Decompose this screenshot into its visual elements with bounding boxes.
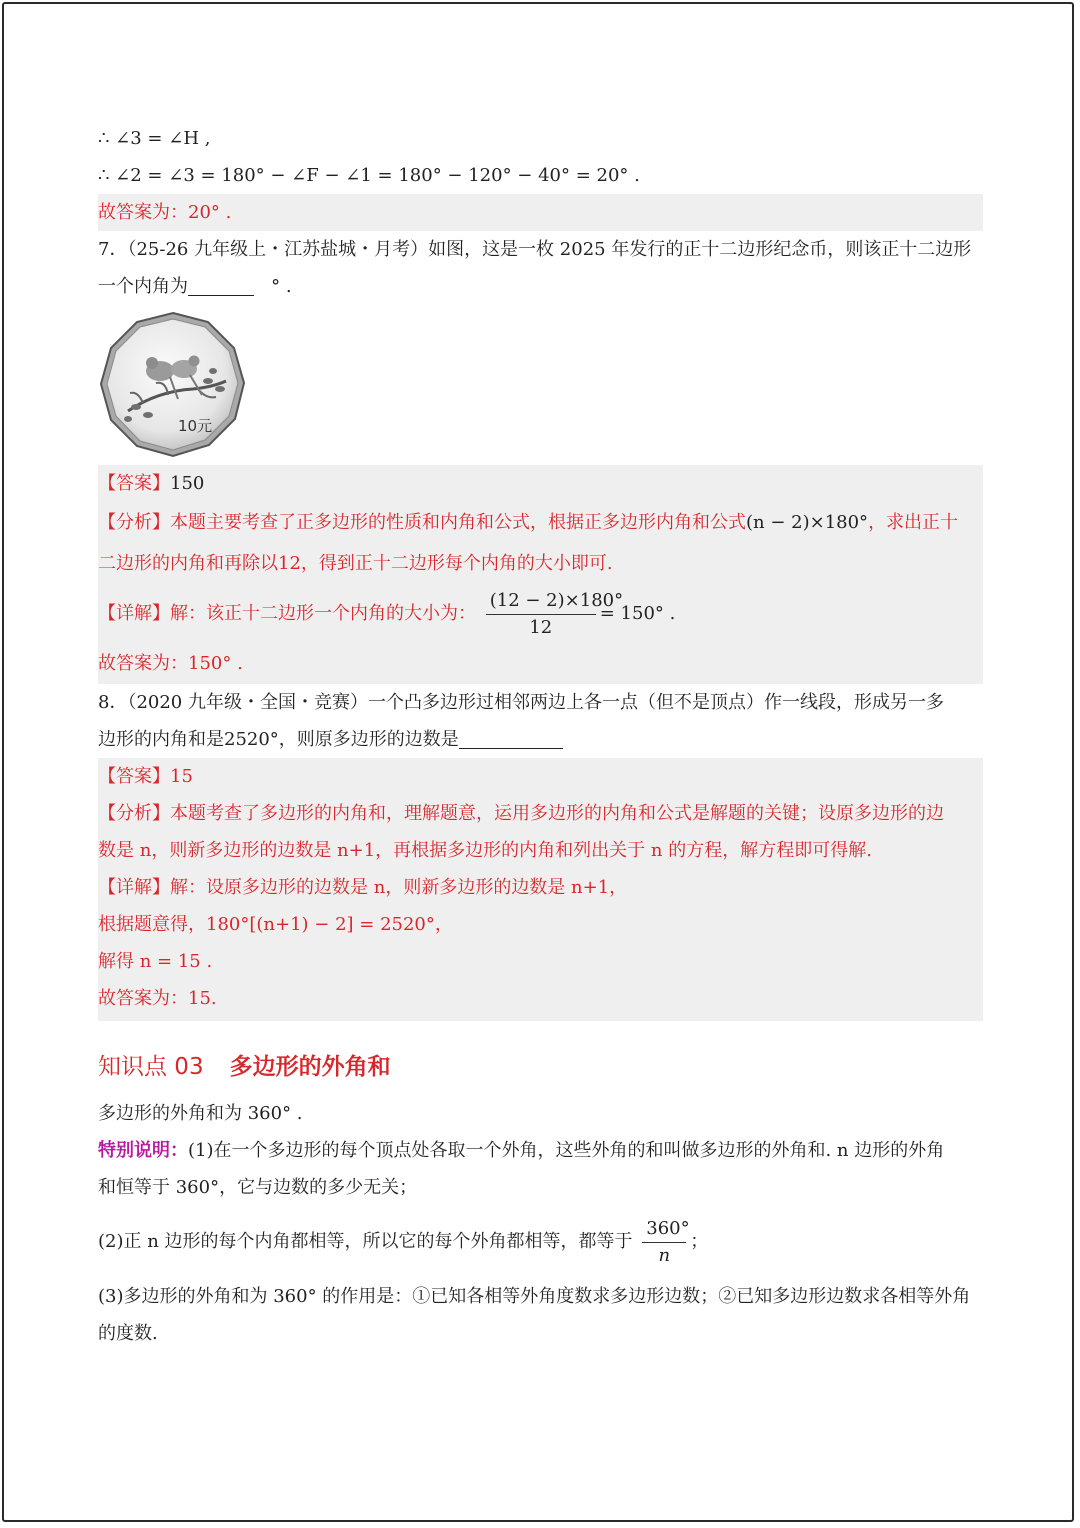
analysis-line-cont: 二边形的内角和再除以12，得到正十二边形每个内角的大小即可. [98, 553, 613, 574]
fraction-denominator: 12 [529, 616, 553, 638]
exterior-angle-fraction [642, 1216, 690, 1269]
answer-blank [188, 273, 254, 296]
note-line-3-cont: 的度数. [98, 1323, 158, 1344]
analysis-line-cont: 数是 n，则新多边形的边数是 n+1，再根据多边形的内角和列出关于 n 的方程，解方程即可得解. [98, 840, 872, 861]
final-answer: 故答案为：15. [98, 988, 217, 1009]
question-7-prompt: 一个内角为 [98, 276, 188, 297]
detail-tag: 【详解】 [98, 877, 170, 898]
fraction-denominator: n [658, 1244, 671, 1266]
solution-step: 解得 n = 15 . [98, 951, 213, 972]
note-text: (1)在一个多边形的每个顶点处各取一个外角，这些外角的和叫做多边形的外角和. n 边形的外角 [188, 1140, 945, 1161]
analysis-tag: 【分析】 [98, 512, 170, 533]
analysis-line [98, 795, 983, 832]
note-line [98, 1132, 983, 1169]
analysis-line [98, 502, 983, 544]
answer-value: 15 [170, 766, 193, 787]
note-tag: 特别说明： [98, 1140, 188, 1161]
section-intro: 多边形的外角和为 360° . [98, 1103, 303, 1124]
detail-tag: 【详解】 [98, 603, 170, 624]
fraction-numerator: (12 − 2)×180° [486, 588, 596, 615]
answer-tag: 【答案】 [98, 473, 170, 494]
note-line-3: (3)多边形的外角和为 360° 的作用是：①已知各相等外角度数求多边形边数；②已知多边形边数求各相等外角 [98, 1286, 971, 1307]
question-7-text: 7．（25-26 九年级上・江苏盐城・月考）如图，这是一枚 2025 年发行的正十二边形纪念币，则该正十二边形 [98, 239, 972, 260]
question-7-answer-block [98, 465, 983, 684]
detail-line [98, 869, 983, 906]
solution-line: ∴ ∠3 = ∠H , [98, 128, 211, 149]
question-8-text: 8．（2020 九年级・全国・竞赛）一个凸多边形过相邻两边上各一点（但不是顶点）作一线段，形成另一多 [98, 692, 944, 713]
note-punct: ； [690, 1231, 709, 1252]
note-text: (2)正 n 边形的每个内角都相等，所以它的每个外角都相等，都等于 [98, 1231, 633, 1252]
question-8-answer-block [98, 758, 983, 1021]
note-line-cont: 和恒等于 360°，它与边数的多少无关； [98, 1177, 418, 1198]
section-title: 多边形的外角和 [229, 1054, 391, 1080]
final-answer: 故答案为：150° . [98, 653, 243, 674]
answer-line: 故答案为：20° . [98, 194, 983, 231]
degree-unit: ° . [271, 276, 292, 297]
section-number: 知识点 03 [98, 1054, 204, 1080]
analysis-tag: 【分析】 [98, 803, 170, 824]
answer-value: 150 [170, 473, 205, 494]
coin-denomination: 10元 [178, 417, 213, 435]
question-8-text-cont [98, 721, 983, 758]
answer-line [98, 758, 983, 795]
answer-blank [459, 726, 563, 749]
detail-fraction [486, 588, 624, 641]
detail-result: = 150° . [599, 603, 676, 624]
analysis-text-cont: ，求出正十 [868, 512, 959, 533]
analysis-text: 本题主要考查了正多边形的性质和内角和公式，根据正多边形内角和公式 [170, 512, 746, 533]
analysis-text: 本题考查了多边形的内角和，理解题意，运用多边形的内角和公式是解题的关键；设原多边形的边 [170, 803, 944, 824]
fraction-numerator: 360° [642, 1216, 686, 1243]
solution-step: 根据题意得，180°[(n+1) − 2] = 2520°， [98, 914, 453, 935]
detail-text: 解：设原多边形的边数是 n，则新多边形的边数是 n+1， [170, 877, 628, 898]
analysis-formula: (n − 2)×180° [746, 512, 869, 533]
question-8-prompt: 边形的内角和是2520°，则原多边形的边数是 [98, 729, 459, 750]
detail-text: 解：该正十二边形一个内角的大小为： [170, 603, 476, 624]
answer-tag: 【答案】 [98, 766, 170, 787]
section-heading [98, 1039, 983, 1095]
answer-line [98, 465, 983, 502]
document-body [98, 120, 983, 1352]
commemorative-coin-image [98, 311, 248, 459]
note-line-2 [98, 1206, 983, 1278]
detail-line [98, 584, 983, 644]
question-7-text-cont [98, 268, 983, 305]
solution-line: ∴ ∠2 = ∠3 = 180° − ∠F − ∠1 = 180° − 120° − 40° = 20° . [98, 165, 640, 186]
